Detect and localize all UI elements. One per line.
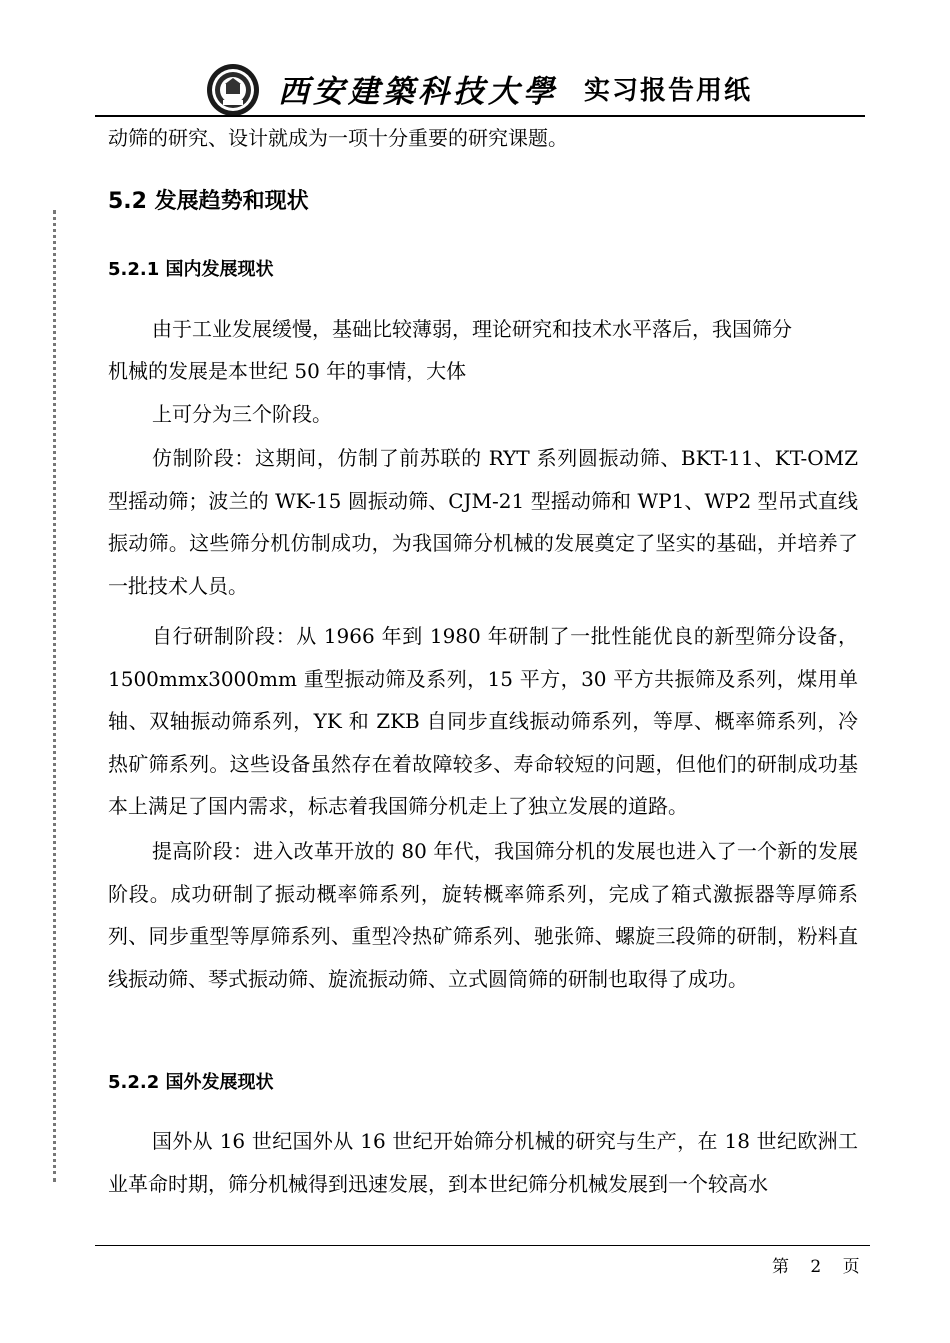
page-number: 第 2 页 <box>772 1257 861 1277</box>
paragraph-intro-line2: 机械的发展是本世纪 50 年的事情，大体 <box>108 359 467 383</box>
subsection-heading-domestic: 5.2.1 国内发展现状 <box>108 259 274 280</box>
paragraph-intro-line1: 由于工业发展缓慢，基础比较薄弱，理论研究和技术水平落后，我国筛分 <box>152 317 792 341</box>
page-header <box>0 0 950 120</box>
paper-title: 实习报告用纸 <box>584 76 753 106</box>
binding-dotted-line <box>53 210 56 1182</box>
university-name: 西安建築科技大學 <box>278 74 558 110</box>
paragraph-self-development-stage: 自行研制阶段：从 1966 年到 1980 年研制了一批性能优良的新型筛分设备，1500mmx3000mm 重型振动筛及系列，15 平方，30 平方共振筛及系列，煤用单轴、双轴振动筛系列，YK 和 ZKB 自同步直线振动筛系列，等厚、概率筛系列，冷热矿筛系列。这些设备虽然存在着故障较多、寿命较短的问题，但他们的研制成功基本上满足了国内需求，标志着我国筛分机走上了独立发展的道路。 <box>108 624 858 818</box>
continuation-text: 动筛的研究、设计就成为一项十分重要的研究课题。 <box>108 126 568 150</box>
paragraph-imitation-stage: 仿制阶段：这期间，仿制了前苏联的 RYT 系列圆振动筛、BKT-11、KT-OMZ 型摇动筛；波兰的 WK-15 圆振动筛、CJM-21 型摇动筛和 WP1、WP2 型吊式直线振动筛。这些筛分机仿制成功，为我国筛分机械的发展奠定了坚实的基础，并培养了一批技术人员。 <box>108 446 858 598</box>
footer-divider <box>95 1245 870 1246</box>
paragraph-foreign: 国外从 16 世纪国外从 16 世纪开始筛分机械的研究与生产，在 18 世纪欧洲工业革命时期，筛分机械得到迅速发展，到本世纪筛分机械发展到一个较高水 <box>108 1129 858 1196</box>
university-seal-logo <box>205 62 261 118</box>
subsection-heading-foreign: 5.2.2 国外发展现状 <box>108 1072 274 1093</box>
section-heading: 5.2 发展趋势和现状 <box>108 189 309 214</box>
paragraph-improvement-stage: 提高阶段：进入改革开放的 80 年代，我国筛分机的发展也进入了一个新的发展阶段。成功研制了振动概率筛系列，旋转概率筛系列，完成了箱式激振器等厚筛系列、同步重型等厚筛系列、重型冷热矿筛系列、驰张筛、螺旋三段筛的研制，粉料直线振动筛、琴式振动筛、旋流振动筛、立式圆筒筛的研制也取得了成功。 <box>108 839 858 991</box>
paragraph-intro-line3: 上可分为三个阶段。 <box>152 402 332 426</box>
